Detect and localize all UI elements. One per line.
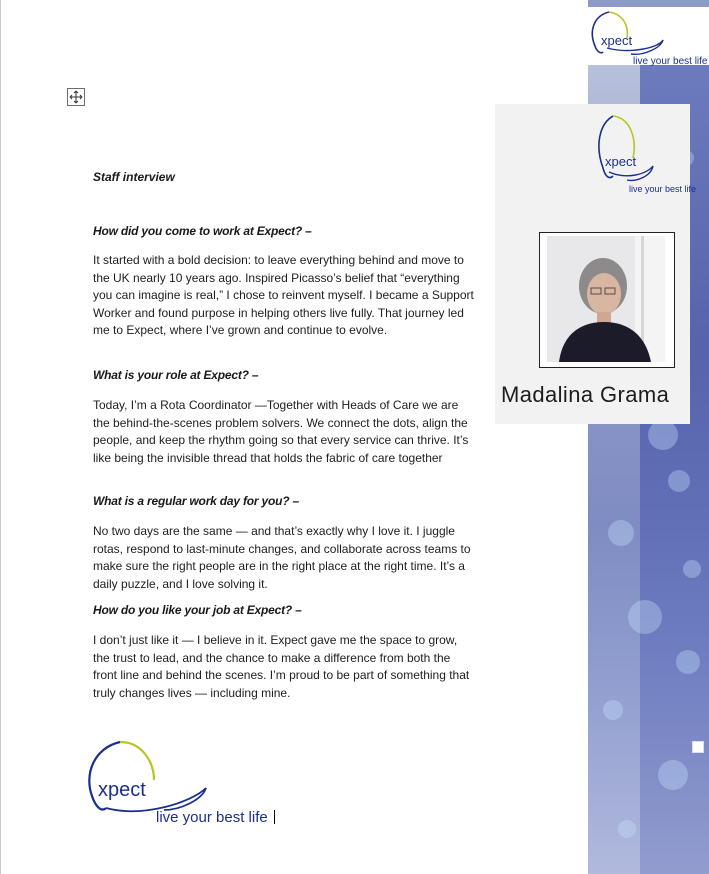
answer-4: I don’t just like it — I believe in it. Expect gave me the space to grow, the trust to lead, and the chance to make a difference from both the front line and behind the scenes. I’m proud to be part of something that truly changes lives — including mine. bbox=[93, 633, 470, 700]
question-2: What is your role at Expect? – bbox=[93, 368, 259, 382]
question-1: How did you come to work at Expect? – bbox=[93, 224, 312, 238]
text-cursor bbox=[274, 810, 275, 824]
expect-logo-bottom bbox=[84, 738, 284, 830]
staff-name: Madalina Grama bbox=[501, 382, 670, 407]
article-title: Staff interview bbox=[93, 170, 175, 184]
svg-text:live your best life: live your best life bbox=[629, 184, 697, 194]
page-left-border bbox=[0, 0, 1, 874]
question-3: What is a regular work day for you? – bbox=[93, 494, 299, 508]
logo-tagline-text: live your best life bbox=[633, 56, 708, 67]
svg-text:live your best life: live your best life bbox=[156, 809, 268, 826]
answer-3: No two days are the same — and that’s exactly why I love it. I juggle rotas, respond to last-minute changes, and collaborate across teams to make sure the right people are in the right place at the right time. It’s a daily puzzle, and I love solving it. bbox=[93, 524, 471, 591]
resize-handle[interactable] bbox=[692, 741, 704, 753]
staff-photo bbox=[547, 236, 665, 362]
table-move-handle-icon[interactable] bbox=[67, 88, 85, 106]
answer-1: It started with a bold decision: to leave everything behind and move to the UK nearly 10 years ago. Inspired Picasso’s belief that “everything you can imagine is real,” I chose to reinvent myself. I became a Support Worker and found purpose in helping others live fully. That journey led me to Expect, where I’ve grown and continue to evolve. bbox=[93, 253, 474, 338]
expect-logo-panel bbox=[597, 110, 697, 198]
svg-text:xpect: xpect bbox=[605, 154, 637, 169]
svg-text:xpect: xpect bbox=[98, 779, 146, 801]
expect-logo-top bbox=[589, 8, 709, 66]
answer-2: Today, I’m a Rota Coordinator —Together with Heads of Care we are the behind-the-scenes problem solvers. We connect the dots, align the people, and keep the rhythm going so that every service can thrive. It’s like being the invisible thread that holds the fabric of care together bbox=[93, 398, 469, 465]
logo-brand-text: xpect bbox=[601, 33, 633, 48]
question-4: How do you like your job at Expect? – bbox=[93, 603, 302, 617]
